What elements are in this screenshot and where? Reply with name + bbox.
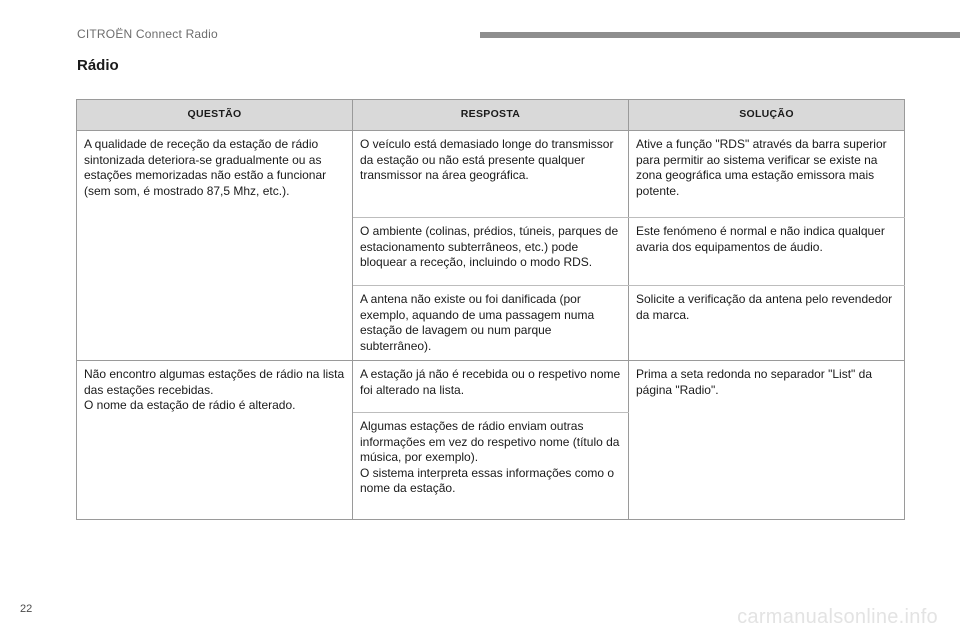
section-title: Rádio [77, 57, 119, 74]
page-number: 22 [20, 603, 33, 615]
table-header-row [77, 100, 905, 131]
solution-cell: Solicite a verificação da antena pelo revendedor da marca. [629, 286, 905, 361]
question-cell: Não encontro algumas estações de rádio na lista das estações recebidas. O nome da estação de rádio é alterado. [77, 361, 353, 520]
answer-cell: A estação já não é recebida ou o respetivo nome foi alterado na lista. [353, 361, 629, 413]
answer-cell: A antena não existe ou foi danificada (por exemplo, aquando de uma passagem numa estação de lavagem ou num parque subterrâneo). [353, 286, 629, 361]
solution-cell: Ative a função "RDS" através da barra superior para permitir ao sistema verificar se existe na zona geográfica uma estação emissora mais potente. [629, 131, 905, 218]
solution-cell: Prima a seta redonda no separador "List" da página "Radio". [629, 361, 905, 520]
answer-cell: O veículo está demasiado longe do transmissor da estação ou não está presente qualquer transmissor na área geográfica. [353, 131, 629, 218]
answer-cell: Algumas estações de rádio enviam outras informações em vez do respetivo nome (título da música, por exemplo). O sistema interpreta essas informações como o nome da estação. [353, 413, 629, 520]
column-header-solution: SOLUÇÃO [629, 100, 905, 131]
answer-cell: O ambiente (colinas, prédios, túneis, parques de estacionamento subterrâneos, etc.) pode bloquear a receção, incluindo o modo RDS. [353, 218, 629, 286]
table-row [77, 361, 905, 413]
question-cell: A qualidade de receção da estação de rádio sintonizada deteriora-se gradualmente ou as estações memorizadas não estão a funcionar (sem som, é mostrado 87,5 Mhz, etc.). [77, 131, 353, 361]
troubleshooting-table [76, 99, 905, 520]
document-header-title: CITROËN Connect Radio [77, 27, 218, 41]
table-row [77, 131, 905, 218]
header-divider-bar [480, 32, 960, 38]
solution-cell: Este fenómeno é normal e não indica qualquer avaria dos equipamentos de áudio. [629, 218, 905, 286]
column-header-answer: RESPOSTA [353, 100, 629, 131]
watermark-text: carmanualsonline.info [737, 606, 938, 628]
column-header-question: QUESTÃO [77, 100, 353, 131]
